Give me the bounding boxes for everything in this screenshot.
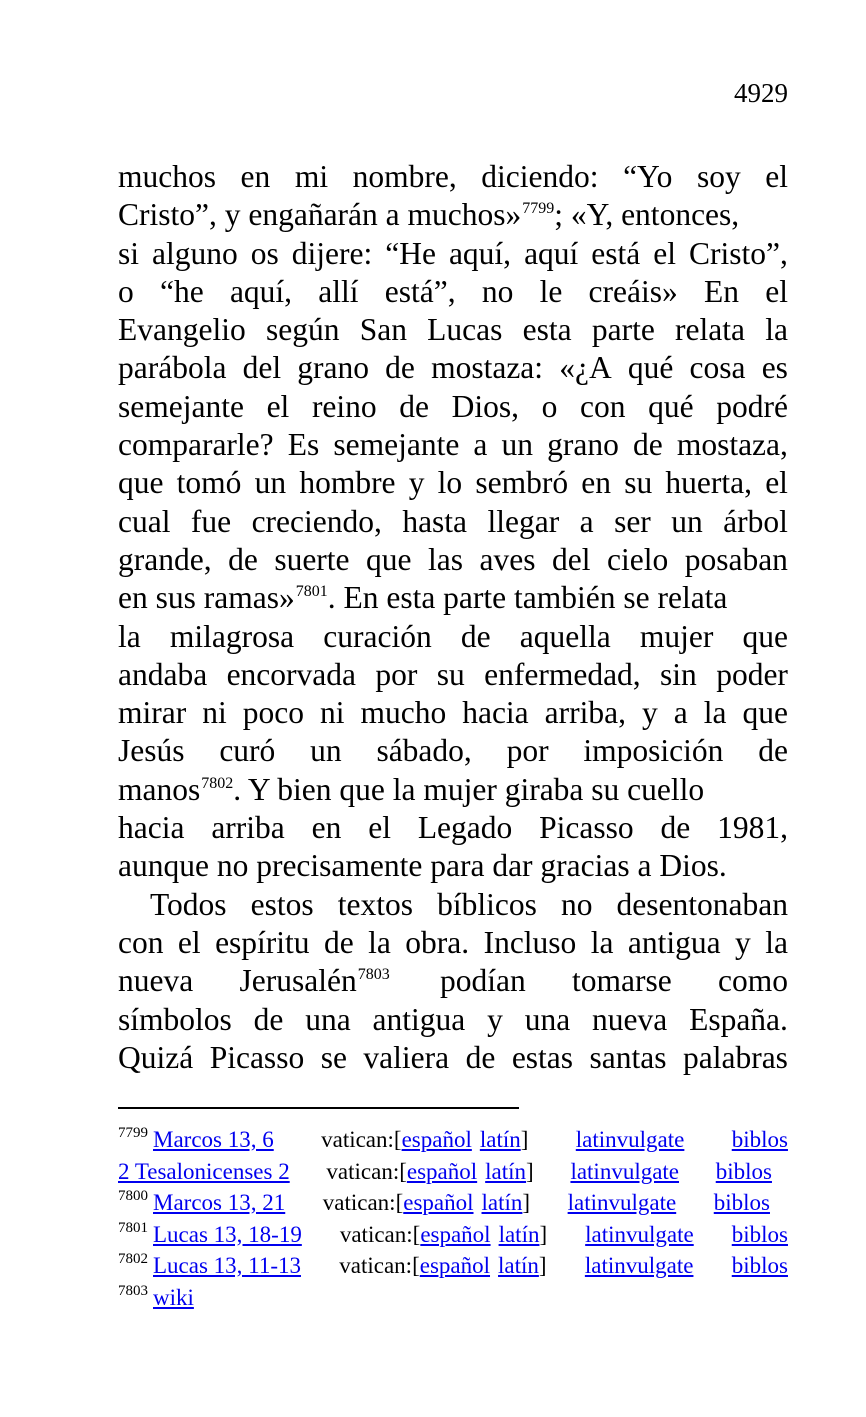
word: mirar <box>118 695 187 731</box>
biblos-link[interactable]: biblos <box>731 1221 788 1247</box>
word: a <box>579 503 594 539</box>
word: llegar <box>487 503 560 539</box>
word: posaban <box>684 541 788 577</box>
word: hacia <box>462 695 529 731</box>
bible-ref-link[interactable]: Marcos 13, 6 <box>153 1127 274 1152</box>
word: Es <box>287 427 320 463</box>
word: dijere: <box>291 235 373 271</box>
word: de <box>228 541 258 577</box>
word: el <box>765 465 788 501</box>
page-number: 4929 <box>734 78 788 108</box>
footnote-number: 7801 <box>118 1219 148 1236</box>
word: no <box>560 886 593 922</box>
text-line <box>118 349 788 387</box>
word: de <box>323 924 354 960</box>
word: según <box>265 312 340 348</box>
text-line: manos$^{7802}$. Y bien que la mujer giraba su cuello <box>118 771 705 807</box>
word: “He <box>385 235 436 271</box>
text-line <box>118 426 788 464</box>
footnote-ref[interactable]: 7801 <box>295 583 328 601</box>
word: con <box>118 924 164 960</box>
footnote-number: 7799 <box>118 1125 148 1141</box>
word: o <box>118 273 134 309</box>
word: está”, <box>384 273 456 309</box>
word: allí <box>318 273 359 309</box>
word: y <box>408 465 425 501</box>
latinvulgate-link[interactable]: latinvulgate <box>567 1190 677 1215</box>
word: un <box>254 465 287 501</box>
word: su <box>624 465 653 501</box>
body-text <box>118 158 788 1077</box>
word: de <box>465 1039 496 1075</box>
footnote: 7801 Lucas 13, 18-19 vatican:[español latín] latinvulgate biblos <box>118 1219 788 1251</box>
latin-link[interactable]: latín <box>498 1253 539 1278</box>
word: espíritu <box>215 924 310 960</box>
word: en <box>240 159 271 194</box>
word: esta <box>522 312 572 348</box>
text-line <box>118 732 788 770</box>
word: mujer <box>639 618 714 654</box>
word: obra. <box>405 924 470 960</box>
word: ni <box>319 695 345 731</box>
biblos-link[interactable]: biblos <box>715 1158 772 1184</box>
word: encorvada <box>226 656 356 692</box>
text-line <box>118 541 788 579</box>
word: que <box>742 618 788 654</box>
word: y <box>735 924 751 960</box>
word: “he <box>159 273 204 309</box>
word: textos <box>337 886 413 922</box>
word: fue <box>190 503 232 539</box>
word: En <box>703 273 739 309</box>
word: se <box>320 1039 347 1075</box>
word: aquí, <box>448 235 512 271</box>
word: grano <box>547 427 619 463</box>
word: y <box>642 695 658 731</box>
word: aquella <box>519 618 611 654</box>
word: una <box>305 1001 351 1037</box>
text-line <box>118 464 788 502</box>
word: os <box>250 235 279 271</box>
word: lo <box>437 465 463 501</box>
bible-ref-link[interactable]: Lucas 13, 11-13 <box>153 1253 301 1278</box>
word: de <box>660 810 691 846</box>
bible-ref-link[interactable]: Marcos 13, 21 <box>153 1190 286 1215</box>
word: un <box>671 503 703 539</box>
espanol-link[interactable]: español <box>401 1127 472 1152</box>
text-line <box>118 809 788 847</box>
footnote: 7802 Lucas 13, 11-13 vatican:[español latín] latinvulgate biblos <box>118 1250 788 1282</box>
word: poco <box>242 695 304 731</box>
word: ser <box>614 503 651 539</box>
word: sembró <box>475 465 569 501</box>
word: qué <box>627 350 674 386</box>
word: grande, <box>118 541 212 577</box>
word: Incluso <box>483 924 577 960</box>
footnote-ref[interactable]: 7803 <box>357 966 390 984</box>
word: bíblicos <box>437 886 537 922</box>
word: antigua <box>372 1001 466 1037</box>
word: el <box>368 810 391 846</box>
word: del <box>552 541 591 577</box>
word: estos <box>250 886 314 922</box>
word: de <box>460 618 491 654</box>
word: suerte <box>274 541 350 577</box>
word: de <box>632 427 663 463</box>
latinvulgate-link[interactable]: latinvulgate <box>585 1221 694 1247</box>
word: curó <box>219 733 276 769</box>
word: aquí <box>524 235 579 271</box>
word: podré <box>716 388 788 424</box>
word: Picasso <box>209 1039 305 1075</box>
word: grano <box>297 350 369 386</box>
wiki-link[interactable]: wiki <box>153 1284 194 1310</box>
text-line <box>118 1001 788 1039</box>
text-line <box>118 618 788 656</box>
word: la <box>765 924 788 960</box>
word: parábola <box>118 350 227 386</box>
word: desentonaban <box>616 886 788 922</box>
word: Lucas <box>427 312 503 348</box>
text-line: en sus ramas»$^{7801}$. En esta parte también se relata <box>118 580 728 616</box>
word: o <box>541 388 558 424</box>
word: un <box>310 733 342 769</box>
text-line <box>118 886 788 924</box>
word: cosa <box>689 350 746 386</box>
text-line <box>118 388 788 426</box>
word: soy <box>696 159 741 194</box>
word: un <box>501 427 534 463</box>
word: semejante <box>333 427 460 463</box>
word: es <box>761 350 788 386</box>
word: hacia <box>118 810 185 846</box>
word: hombre <box>299 465 396 501</box>
word: tomarse <box>572 963 672 999</box>
word: a <box>673 695 688 731</box>
word: enfermedad, <box>484 656 641 692</box>
word: Quizá <box>118 1039 194 1075</box>
text-line <box>118 311 788 349</box>
word: «¿A <box>559 350 612 386</box>
latin-link[interactable]: latín <box>498 1221 540 1247</box>
word: la <box>765 312 788 348</box>
text-line <box>118 235 788 273</box>
word: no <box>481 273 514 309</box>
word: y <box>487 1001 503 1037</box>
word: una <box>524 1001 571 1037</box>
word: símbolos <box>118 1001 232 1037</box>
word: la <box>590 924 614 960</box>
word: arriba, <box>544 695 626 731</box>
word: árbol <box>723 503 788 539</box>
word: Legado <box>417 810 513 846</box>
bible-ref-link[interactable]: 2 Tesalonicenses 2 <box>118 1158 290 1184</box>
footnote-ref[interactable]: 7802 <box>201 774 234 792</box>
word: está <box>591 235 641 271</box>
word: de <box>253 1001 284 1037</box>
latinvulgate-link[interactable]: latinvulgate <box>570 1158 680 1184</box>
espanol-link[interactable]: español <box>406 1158 478 1184</box>
word: San <box>359 312 407 348</box>
word: Todos <box>150 886 227 922</box>
word: “Yo <box>623 159 673 194</box>
word: que <box>366 541 412 577</box>
biblos-link[interactable]: biblos <box>713 1190 770 1215</box>
word: el <box>765 159 788 194</box>
word: España. <box>689 1001 788 1037</box>
word: relata <box>675 312 745 348</box>
word: por <box>506 733 549 769</box>
word: si <box>118 235 140 271</box>
word: palabras <box>683 1039 788 1075</box>
text-line <box>118 158 788 196</box>
footnote: 7800 Marcos 13, 21 vatican:[español latín] latinvulgate biblos <box>118 1187 788 1219</box>
espanol-link[interactable]: español <box>419 1253 491 1278</box>
word: aves <box>479 541 536 577</box>
word: el <box>653 235 677 271</box>
word: arriba <box>211 810 285 846</box>
latin-link[interactable]: latín <box>485 1158 527 1184</box>
word: tomó <box>176 465 242 501</box>
text-line: Cristo”, y engañarán a muchos»$^{7799}$; «Y, entonces, <box>118 197 740 233</box>
word: mi <box>294 159 329 194</box>
word: creáis» <box>588 273 678 309</box>
word: con <box>580 388 626 424</box>
word: el <box>266 388 290 424</box>
footnote-separator <box>118 1107 519 1109</box>
word: alguno <box>152 235 238 271</box>
word: hasta <box>402 503 468 539</box>
biblos-link[interactable]: biblos <box>731 1253 788 1278</box>
word: huerta, <box>665 465 753 501</box>
word: en <box>311 810 342 846</box>
word: de <box>758 733 788 769</box>
word: curación <box>323 618 432 654</box>
word: mostaza, <box>676 427 788 463</box>
word: milagrosa <box>169 618 295 654</box>
word: su <box>436 656 465 692</box>
latinvulgate-link[interactable]: latinvulgate <box>575 1127 685 1152</box>
word: parte <box>591 312 655 348</box>
word: nombre, <box>352 159 457 194</box>
word: qué <box>648 388 694 424</box>
footnotes <box>118 1124 788 1313</box>
word: podían <box>439 963 526 999</box>
text-line <box>118 273 788 311</box>
word: creciendo, <box>251 503 382 539</box>
word: del <box>242 350 282 386</box>
word: Evangelio <box>118 312 246 348</box>
word: cual <box>118 503 171 539</box>
word: la <box>703 695 727 731</box>
word: las <box>428 541 464 577</box>
word: en <box>581 465 612 501</box>
word: imposición <box>583 733 724 769</box>
word: poder <box>716 656 788 692</box>
word: sin <box>660 656 697 692</box>
bible-ref-link[interactable]: Lucas 13, 18-19 <box>153 1221 302 1247</box>
word: Jesús <box>118 733 185 769</box>
word: estas <box>511 1039 574 1075</box>
text-line <box>118 694 788 732</box>
word: andaba <box>118 656 208 692</box>
word: le <box>539 273 563 309</box>
text-line <box>118 924 788 962</box>
latin-link[interactable]: latín <box>481 1190 523 1215</box>
word: por <box>375 656 418 692</box>
word: Cristo”, <box>689 235 788 271</box>
word: diciendo: <box>481 159 599 194</box>
word: mostaza: <box>431 350 544 386</box>
word: reino <box>311 388 377 424</box>
word: sábado, <box>376 733 472 769</box>
word: el <box>177 924 201 960</box>
espanol-link[interactable]: español <box>403 1190 474 1215</box>
word: la <box>118 618 141 654</box>
word: Dios, <box>451 388 520 424</box>
word: de <box>399 388 430 424</box>
word: Picasso <box>539 810 634 846</box>
text-line <box>118 1039 788 1077</box>
footnote: 7799 Marcos 13, 6 vatican:[español latín] latinvulgate biblos <box>118 1124 788 1156</box>
text-segment: Jerusalén$^{7803}$ <box>239 963 390 999</box>
espanol-link[interactable]: español <box>420 1221 491 1247</box>
word: como <box>718 963 788 999</box>
footnote-number: 7803 <box>118 1282 148 1299</box>
word: 1981, <box>717 810 788 846</box>
word: nueva <box>592 1001 668 1037</box>
footnote-ref[interactable]: 7799 <box>522 200 555 218</box>
text-line <box>118 656 788 694</box>
word: que <box>742 695 788 731</box>
footnote: 2 Tesalonicenses 2 vatican:[español latín] latinvulgate biblos <box>118 1156 788 1188</box>
word: de <box>385 350 415 386</box>
footnote <box>118 1282 788 1314</box>
word: que <box>118 465 164 501</box>
word: santas <box>589 1039 667 1075</box>
word: antigua <box>627 924 721 960</box>
word: ni <box>202 695 227 731</box>
word: nueva <box>118 963 194 999</box>
word: cielo <box>606 541 669 577</box>
biblos-link[interactable]: biblos <box>731 1127 788 1152</box>
text-line <box>118 503 788 541</box>
text-line: aunque no precisamente para dar gracias a Dios. <box>118 848 727 884</box>
word: valiera <box>363 1039 450 1075</box>
footnote-number: 7802 <box>118 1251 148 1267</box>
word: la <box>368 924 391 960</box>
text-line <box>118 962 788 1000</box>
word: mucho <box>360 695 447 731</box>
word: muchos <box>118 159 216 194</box>
word: semejante <box>118 388 244 424</box>
word: compararle? <box>118 427 274 463</box>
word: aquí, <box>229 273 293 309</box>
word: el <box>765 273 788 309</box>
footnote-number: 7800 <box>118 1188 148 1204</box>
word: a <box>473 427 488 463</box>
latinvulgate-link[interactable]: latinvulgate <box>584 1253 694 1278</box>
latin-link[interactable]: latín <box>479 1127 521 1152</box>
